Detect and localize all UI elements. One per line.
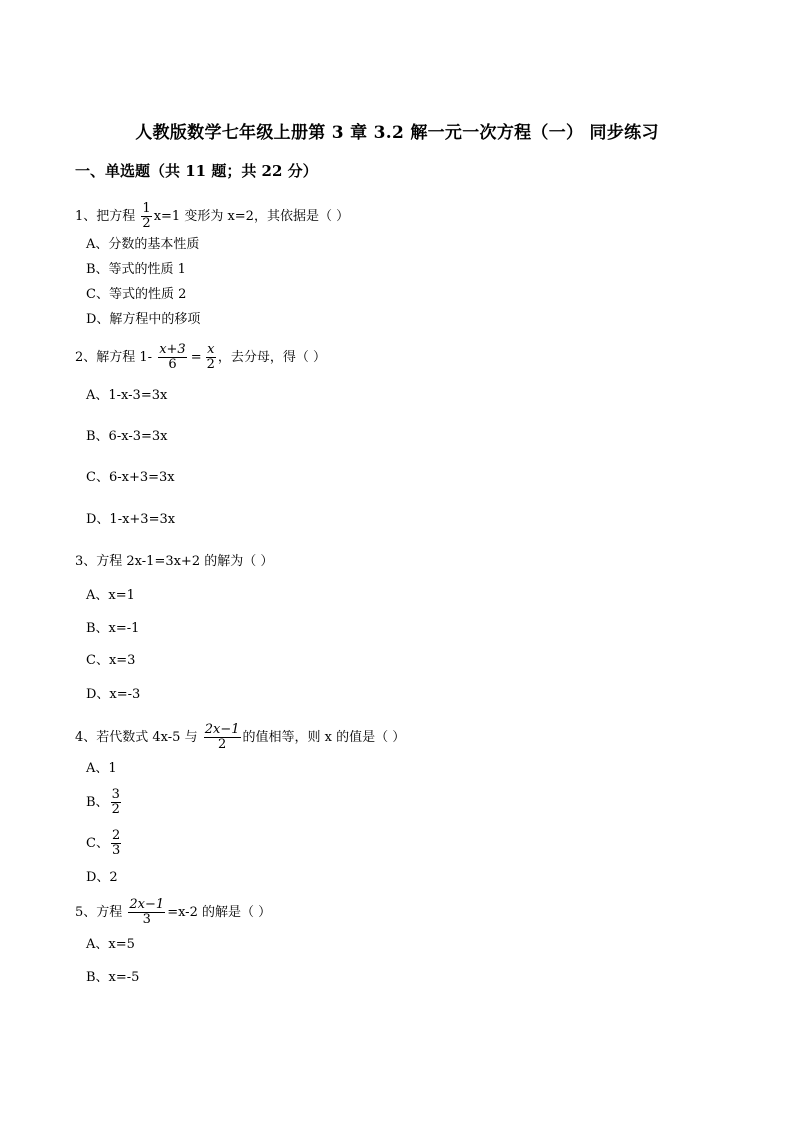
q2-option-b: B、6-x-3=3x bbox=[86, 429, 168, 444]
q3-option-d: D、x=-3 bbox=[86, 687, 141, 702]
question-5-fraction bbox=[128, 898, 165, 927]
q3-option-b: B、x=-1 bbox=[86, 621, 140, 636]
q2-option-a: A、1-x-3=3x bbox=[86, 388, 168, 403]
fraction-numerator: 1 bbox=[142, 201, 151, 216]
question-4 bbox=[75, 723, 405, 752]
question-2-fraction-2 bbox=[206, 343, 216, 372]
question-1-suffix: x=1 变形为 x=2，其依据是（ ） bbox=[153, 209, 350, 224]
q4-option-c bbox=[86, 829, 123, 858]
question-4-prefix: 4、若代数式 4x-5 与 bbox=[75, 730, 202, 745]
fraction-denominator: 3 bbox=[142, 912, 151, 927]
question-1-fraction bbox=[141, 202, 151, 231]
fraction-numerator: 2x−1 bbox=[204, 722, 240, 737]
q4-option-c-fraction bbox=[111, 829, 121, 858]
q3-option-a: A、x=1 bbox=[86, 588, 135, 603]
fraction-denominator: 2 bbox=[111, 802, 120, 817]
q1-option-a: A、分数的基本性质 bbox=[86, 237, 200, 252]
q3-option-c: C、x=3 bbox=[86, 653, 136, 668]
fraction-denominator: 3 bbox=[111, 843, 121, 858]
question-1-prefix: 1、把方程 bbox=[75, 209, 140, 224]
fraction-denominator: 2 bbox=[206, 357, 215, 372]
question-2-fraction-1 bbox=[158, 343, 187, 372]
question-4-fraction bbox=[204, 723, 241, 752]
fraction-denominator: 2 bbox=[217, 737, 227, 752]
fraction-numerator: 2 bbox=[111, 828, 121, 843]
q4-option-d: D、2 bbox=[86, 870, 118, 885]
section-heading: 一、单选题（共 11 题；共 22 分） bbox=[75, 162, 318, 180]
question-2 bbox=[75, 343, 326, 372]
question-2-suffix: ，去分母，得（ ） bbox=[217, 350, 327, 365]
q5-option-a: A、x=5 bbox=[86, 937, 135, 952]
q1-option-c: C、等式的性质 2 bbox=[86, 287, 187, 302]
q2-option-c: C、6-x+3=3x bbox=[86, 470, 175, 485]
fraction-denominator: 2 bbox=[142, 216, 151, 231]
question-5-prefix: 5、方程 bbox=[75, 905, 127, 920]
question-3: 3、方程 2x-1=3x+2 的解为（ ） bbox=[75, 554, 274, 569]
q4-option-c-label: C、 bbox=[86, 836, 109, 851]
q1-option-b: B、等式的性质 1 bbox=[86, 262, 186, 277]
q5-option-b: B、x=-5 bbox=[86, 970, 140, 985]
equals-sign: = bbox=[190, 350, 202, 365]
question-1 bbox=[75, 202, 349, 231]
question-4-suffix: 的值相等，则 x 的值是（ ） bbox=[242, 730, 406, 745]
fraction-numerator: 3 bbox=[111, 787, 120, 802]
fraction-denominator: 6 bbox=[168, 357, 177, 372]
q4-option-b-label: B、 bbox=[86, 795, 109, 810]
page-title: 人教版数学七年级上册第 3 章 3.2 解一元一次方程（一） 同步练习 bbox=[135, 123, 659, 143]
q4-option-a: A、1 bbox=[86, 761, 117, 776]
q2-option-d: D、1-x+3=3x bbox=[86, 512, 176, 527]
fraction-numerator: x+3 bbox=[159, 342, 186, 357]
question-5 bbox=[75, 898, 271, 927]
q4-option-b bbox=[86, 788, 123, 817]
q4-option-b-fraction bbox=[111, 788, 121, 817]
q1-option-d: D、解方程中的移项 bbox=[86, 312, 201, 327]
question-2-prefix: 2、解方程 1- bbox=[75, 350, 157, 365]
question-5-suffix: =x-2 的解是（ ） bbox=[167, 905, 272, 920]
fraction-numerator: x bbox=[207, 342, 215, 357]
fraction-numerator: 2x−1 bbox=[129, 897, 165, 912]
